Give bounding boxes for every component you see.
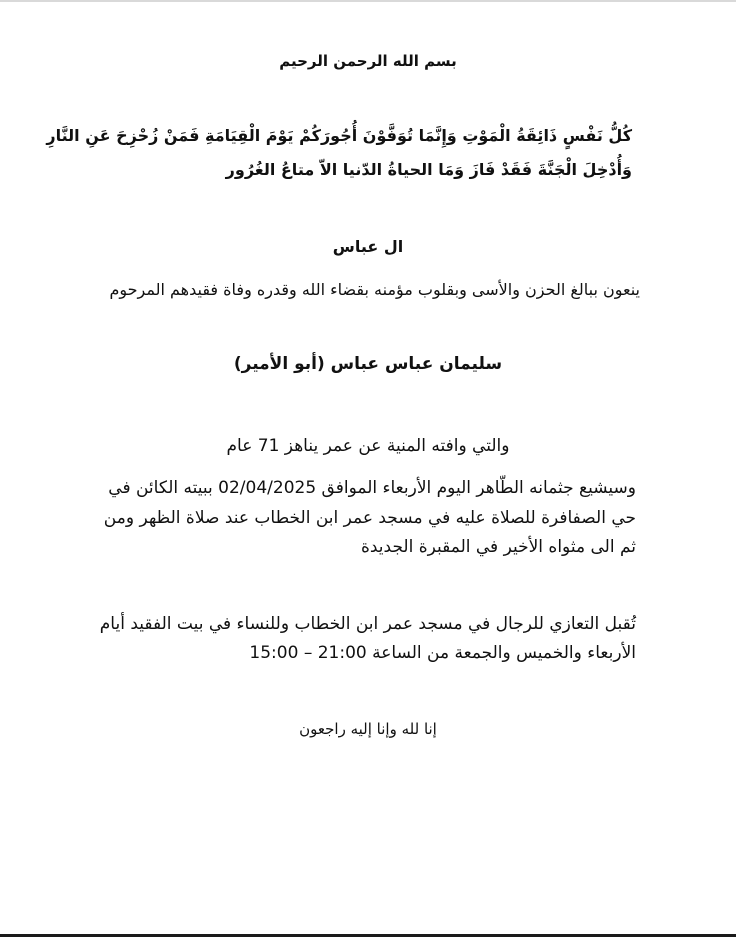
condolences-line-1: تُقبل التعازي للرجال في مسجد عمر ابن الخطاب وللنساء في بيت الفقيد أيام xyxy=(99,614,636,634)
mourning-announcement: ينعون ببالغ الحزن والأسى وبقلوب مؤمنه بقضاء الله وقدره وفاة فقيدهم المرحوم xyxy=(109,280,640,299)
deceased-name: سليمان عباس عباس (أبو الأمير) xyxy=(233,354,503,374)
closing-phrase: إنا لله وإنا إليه راجعون xyxy=(299,720,437,738)
condolences-line-2: الأربعاء والخميس والجمعة من الساعة 21:00 – 15:00 xyxy=(249,643,636,663)
age-statement: والتي وافته المنية عن عمر يناهز 71 عام xyxy=(226,436,510,456)
quran-verse-line-2: وَأُدْخِلَ الْجَنَّةَ فَقَدْ فَازَ وَمَا الحياةُ الدّنيا الاّ متاعُ الغُرُور xyxy=(225,160,632,179)
quran-verse-line-1: كُلُّ نَفْسٍ ذَائِقَةُ الْمَوْتِ وَإِنَّمَا تُوَفَّوْنَ أُجُورَكُمْ يَوْمَ الْقِيَامَةِ فَمَنْ زُحْزِحَ عَنِ النَّارِ xyxy=(46,126,632,145)
top-edge-shadow xyxy=(0,0,736,2)
family-name: ال عباس xyxy=(332,237,404,256)
funeral-details-line-1: وسيشيع جثمانه الطّاهر اليوم الأربعاء الموافق 02/04/2025 ببيته الكائن في xyxy=(108,478,636,498)
funeral-details-line-2: حي الصفافرة للصلاة عليه في مسجد عمر ابن الخطاب عند صلاة الظهر ومن xyxy=(103,508,636,528)
basmala-heading: بسم الله الرحمن الرحيم xyxy=(279,52,457,70)
funeral-details-line-3: ثم الى مثواه الأخير في المقبرة الجديدة xyxy=(360,537,636,557)
